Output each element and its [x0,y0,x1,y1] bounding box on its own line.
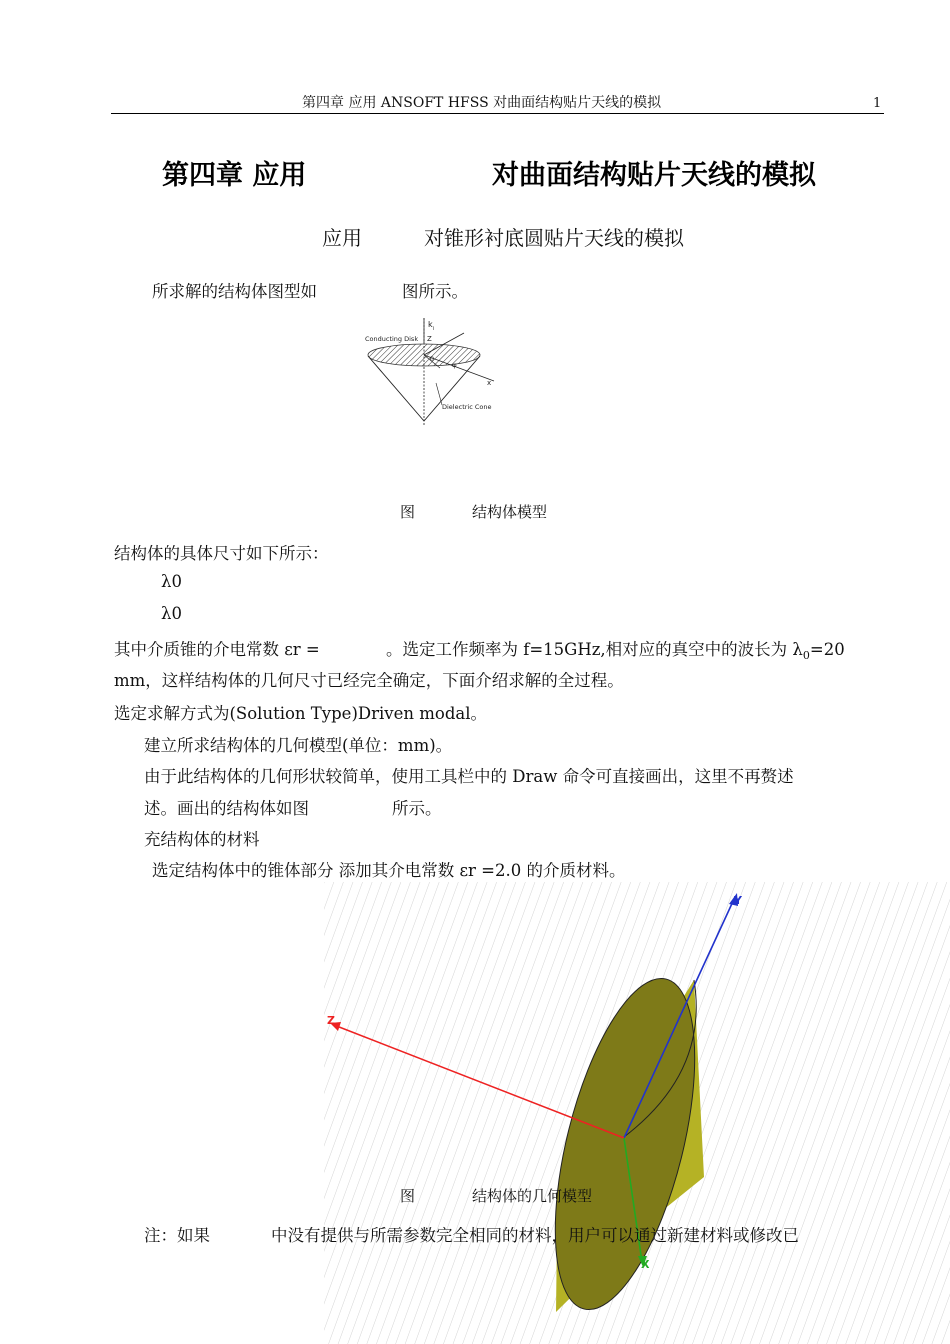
x-axis-label: X [641,1258,650,1271]
section-title-right: 对锥形衬底圆贴片天线的模拟 [424,226,684,250]
draw-command-line: 由于此结构体的几何形状较简单，使用工具栏中的 Draw 命令可直接画出，这里不再赘述 [144,767,794,786]
material-text: 选定结构体中的锥体部分 添加其介电常数 εr =2.0 的介质材料。 [152,861,626,880]
structure-diagram [356,313,506,428]
figure1-caption-label: 图 [400,503,416,521]
y-axis-label: Y [734,894,742,907]
theta-label: θ [430,355,434,363]
chapter-title-left: 第四章 应用 [162,160,307,191]
draw-result-right: 所示。 [392,799,442,818]
z-axis-label: Z [327,1014,335,1027]
figure1-caption-text: 结构体模型 [472,503,548,521]
intro-right: 图所示。 [402,282,468,301]
dimension-1: λ0 [161,572,182,591]
k-vector-label: k [428,320,433,329]
frequency-line: 。选定工作频率为 f=15GHz,相对应的真空中的波长为 $\lambda_0=20$ [386,640,845,662]
page-number: 1 [873,96,882,111]
note-left: 注：如果 [144,1226,210,1245]
x-axis-label: x [487,379,492,387]
cone-leader-line [436,383,442,405]
solution-type-line: 选定求解方式为(Solution Type)Driven modal。 [114,704,487,723]
k-vector-subscript: i [433,326,435,332]
note-right: 中没有提供与所需参数完全相同的材料，用户可以通过新建材料或修改已 [271,1226,799,1245]
section-title-left: 应用 [322,226,362,250]
geometry-determined-line: mm，这样结构体的几何尺寸已经完全确定，下面介绍求解的全过程。 [114,671,624,690]
figure2-caption-text: 结构体的几何模型 [472,1187,593,1205]
conducting-disk-label: Conducting Disk [365,335,419,343]
header-rule [111,113,884,114]
figure2-caption-label: 图 [400,1187,416,1205]
intro-left: 所求解的结构体图型如 [152,282,317,301]
chapter-title-right: 对曲面结构贴片天线的模拟 [492,160,816,191]
hfss-geometry-view [324,882,950,1344]
dielectric-cone-label: Dielectric Cone [442,403,492,411]
dimensions-intro: 结构体的具体尺寸如下所示： [114,544,329,563]
build-model-line: 建立所求结构体的几何模型(单位：mm)。 [144,736,453,755]
dimension-2: λ0 [161,604,182,623]
running-header: 第四章 应用 ANSOFT HFSS 对曲面结构贴片天线的模拟 [302,95,662,111]
z-axis-label: Z [427,335,432,343]
phi-label: φ [452,361,457,369]
material-title: 充结构体的材料 [144,830,260,849]
permittivity-line-start: 其中介质锥的介电常数 εr = [114,640,320,659]
draw-result-left: 述。画出的结构体如图 [144,799,309,818]
